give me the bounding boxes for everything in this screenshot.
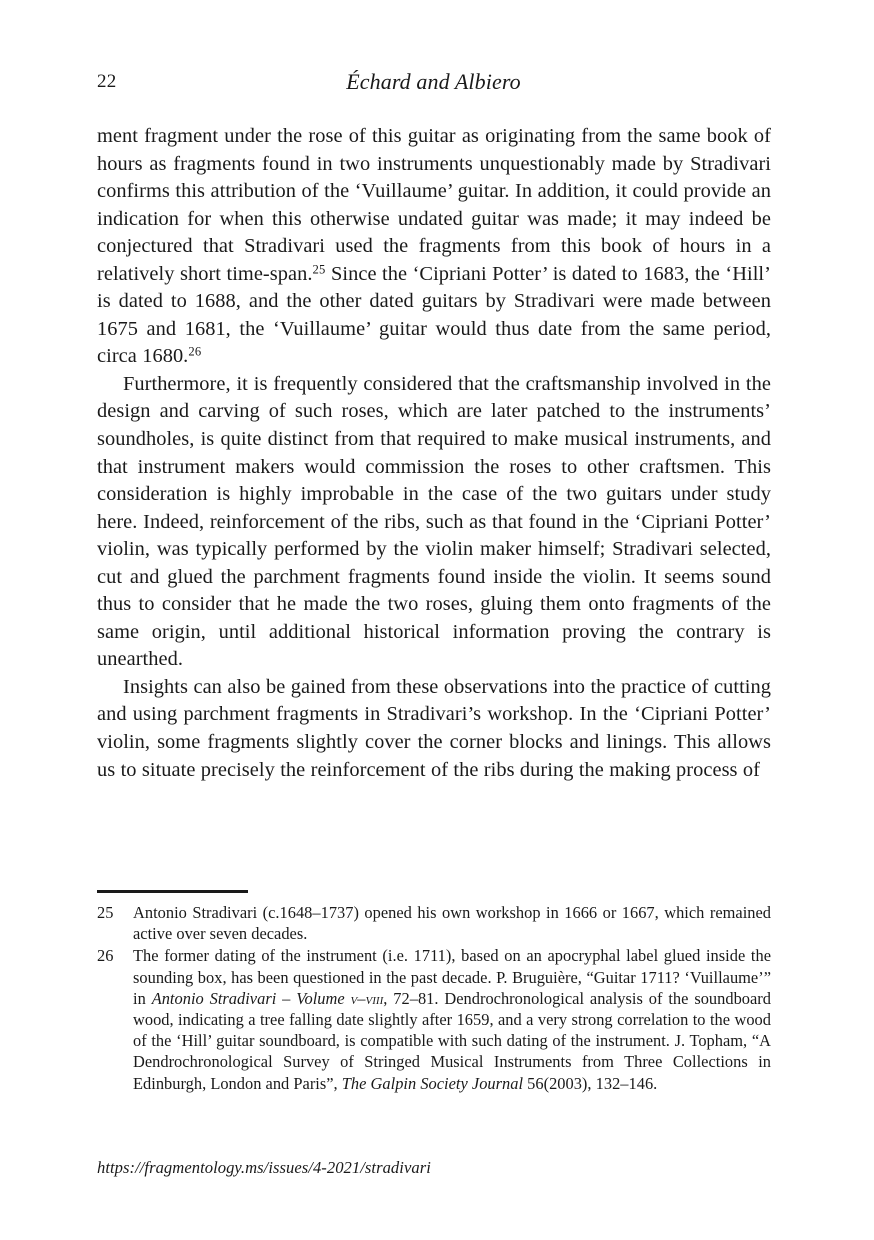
body-paragraph-1: ment fragment under the rose of this guitar as originating from the same book of hours as fragments found in two instruments unquestionably made by Stradivari confirms this attribution of the ‘Vuillaume’ guitar. In addition, it could provide an indication for when this otherwise undated guitar was made; it may indeed be conjectured that Stradivari used the fragments from this book of hours in a relatively short time-span.$^{25}$ Since the ‘Cipriani Potter’ is dated to 1683, the ‘Hill’ is dated to 1688, and the other dated guitars by Stradivari were made between 1675 and 1681, the ‘Vuillaume’ guitar would thus date from the same period, circa 1680.26 (97, 125, 771, 368)
footnote-25 (97, 902, 771, 944)
footnote-text: Antonio Stradivari (c.1648–1737) opened his own workshop in 1666 or 1667, which remained active over seven decades. (133, 903, 771, 944)
footnote-reference[interactable]: 25 (312, 262, 326, 277)
body-paragraph-2: Furthermore, it is frequently considered that the craftsmanship involved in the design and carving of such roses, which are later patched to the instruments’ soundholes, is quite distinct from that required to make musical instruments, and that instrument makers would commission the roses to other craftsmen. This consideration is highly improbable in the case of the two guitars under study here. Indeed, reinforcement of the ribs, such as that found in the ‘Cipriani Potter’ violin, was typically performed by the violin maker himself; Stradivari selected, cut and glued the parchment fragments found inside the violin. It seems sound thus to consider that he made the two roses, gluing them onto fragments of the same origin, until additional historical information proving the contrary is unearthed. (97, 372, 771, 671)
cited-title: Antonio Stradivari – Volume (151, 988, 351, 1008)
body-text (97, 123, 771, 784)
body-paragraph-3: Insights can also be gained from these observations into the practice of cutting and using parchment fragments in Stradivari’s workshop. In the ‘Cipriani Potter’ violin, some fragments slightly cover the corner blocks and linings. This allows us to situate precisely the reinforcement of the ribs during the making process of (97, 675, 771, 781)
running-head-title: Échard and Albiero (346, 69, 521, 94)
footnote-reference[interactable]: 26 (188, 344, 202, 359)
footnote-26 (97, 945, 771, 1093)
footnote-number[interactable]: 25 (97, 903, 114, 922)
footnote-separator-rule (97, 890, 248, 893)
running-head (97, 68, 770, 96)
footnote-text: The former dating of the instrument (i.e. 1711), based on an apocryphal label glued inside the sounding box, has been questioned in the past decade. P. Bruguière, “Guitar 1711? ‘Vuillaume’” in Antonio Stradivari – Volume v–viii, 72–81. Dendrochronological analysis of the soundboard wood, indicating a tree falling date slightly after 1659, and a very strong correlation to the wood of the ‘Hill’ guitar soundboard, is compatible with such dating of the instrument. J. Topham, “A Dendrochronological Survey of Stringed Musical Instruments from Three Collections in Edinburgh, London and Paris”, The Galpin Society Journal 56(2003), 132–146. (133, 946, 771, 1093)
volume-numeral: v–viii (350, 988, 384, 1008)
footer-url: https://fragmentology.ms/issues/4-2021/stradivari (97, 1158, 431, 1177)
cited-title: The Galpin Society Journal (341, 1073, 524, 1093)
page-number: 22 (97, 71, 117, 92)
footnotes-block (97, 902, 771, 1095)
footnote-number[interactable]: 26 (97, 946, 114, 966)
